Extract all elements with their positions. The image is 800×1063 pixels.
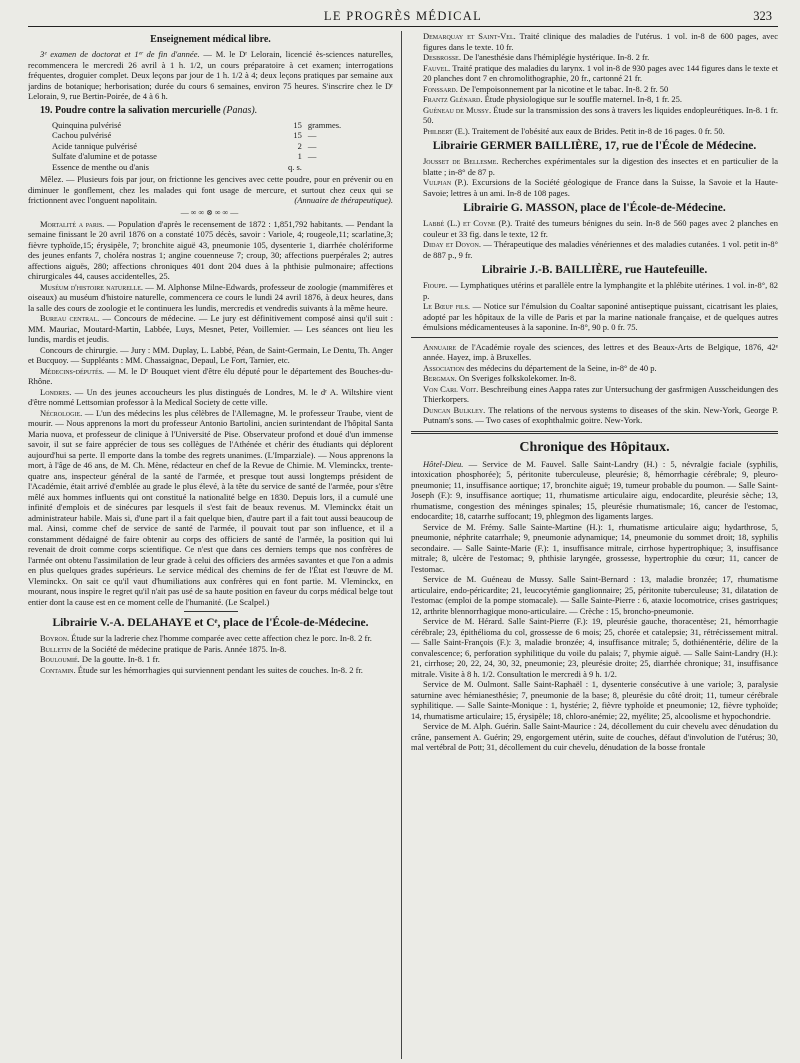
news-text: — Un des jeunes accoucheurs les plus distingués de Londres, M. le dʳ A. Wiltshire vient d'être nommé Lettsomian professor à la Medical Society de cette ville. (28, 386, 393, 407)
book-description: Traitement de l'obésité aux eaux de Brides. Petit in-8 de 16 pages. 0 fr. 50. (471, 125, 725, 136)
enseignement-paragraph (28, 49, 393, 102)
book-author: Duncan Bulkley. (423, 404, 486, 415)
book-entry (411, 384, 778, 405)
news-label: Bureau central. (40, 313, 100, 323)
news-item (28, 366, 393, 387)
formula-heading (40, 105, 393, 117)
news-text: Concours de chirurgie. — Jury : MM. Duplay, L. Labbé, Péan, de Saint-Germain, Le Dentu, Th. Anger et Bucquoy. — Suppléants : MM. Chassaignac, Depaul, Le Fort, Tarnier, etc. (28, 344, 393, 365)
book-entry (411, 126, 778, 137)
news-text: — Concours de médecine. — Le jury est définitivement composé ainsi qu'il suit : MM. Mauriac, Moutard-Martin, Labbée, Luys, Mesnet, Peter, Voillemier. — Les séances ont lieu les lundis, mardis et jeudis. (28, 313, 393, 344)
book-entry (411, 363, 778, 374)
book-author: Annuaire (423, 341, 457, 352)
news-text: — Population d'après le recensement de 1872 : 1,851,792 habitants. — Pendant la semaine finissant le 20 avril 1876 on a constaté 1075 décès, savoir : Variole, 4; rougeole,11; scarlatine,3; fièvre typhoïde,15; érysipèle, 7; bronchite aiguë 43, pneumonie 105, dysenterie 1, diarrhée cholériforme des jeunes enfants 7, choléra nostras 1; angine couenneuse 7; croup, 30; affections puerpérales 2; autres affections aiguës, 280; affections chroniques 401 dont 204 dues à la phthisie pulmonaire; affections chirurgicales 44, causes accidentelles, 25. (28, 218, 393, 281)
book-author: Jousset de Bellesme. (423, 156, 499, 166)
chronique-text: — Service de M. Fauvel. Salle Saint-Landry (H.) : 5, névralgie faciale (syphilis, intoxication phosphorée); 5, péritonite tuberculeuse, pleurésie; 8, hémorrhagie cérébrale; 9, pleuro-pneumonie; 11, insuffisance aortique; 17, bronchite aiguë; 19, tumeur probable du poumon. — Salle Saint-Joseph (F.): 9, insuffisance aortique; 11, rhumatisme articulaire aigu, endocardite, pleurésie sèche; 13, rhumatisme, congestion des méninges spinales; 15, pleurésie rhumatismale; 16, cancer de l'estomac, endocardite; 18, catarrhe suffocant; 19, phlegmon des ligaments larges. (411, 458, 778, 521)
book-author: Vulpian (P.). (423, 177, 469, 187)
book-description: Excursions de la Société géologique de France dans la Suisse, la Savoie et la Haute-Savoie; lettres à un ami. In-8 de 108 pages. (423, 177, 778, 198)
news-item (28, 345, 393, 366)
formula-row (52, 151, 366, 162)
book-author: Desbrosse. (423, 52, 461, 62)
book-entry (411, 177, 778, 198)
formula-quantity: 1 (297, 151, 302, 161)
chronique-paragraph (411, 679, 778, 721)
book-entry (411, 94, 778, 105)
book-description: The relations of the nervous systems to diseases of the skin. New-York, George P. Putnam's sons. — Two cases of exophthalmic goitre. New-York. (423, 404, 778, 425)
book-entry (411, 405, 778, 426)
book-description: — Notice sur l'émulsion du Coaltar saponiné antiseptique puissant, cicatrisant les plaies, adopté par les hôpitaux de la ville de Paris et par la marine nationale française, et de quelques autres émulsions médicamenteuses à la saponine. In-8°, 90 p. 0 fr. 75. (423, 301, 778, 332)
jb-title: Librairie J.-B. BAILLIÈRE, rue Hautefeuille. (481, 264, 708, 276)
book-author: Demarquay et Saint-Vel. (423, 31, 516, 41)
section-divider (184, 611, 238, 612)
formula-ingredient: Essence de menthe ou d'anis (52, 161, 149, 172)
formula-unit: — (307, 151, 317, 161)
chronique-body (411, 459, 778, 753)
formula-row (52, 141, 366, 152)
two-column-body (28, 31, 778, 1059)
enseignement-text: — M. le Dʳ Lelorain, licencié ès-sciences naturelles, recommencera le mercredi 26 avril à 1 h. 1/2, un cours préparatoire à cet examen; interrogations fréquentes, droguier complet. Deux leçons par jour de 1 h. 1/2 à 4; deux leçons pratiques par semaine aux jardins de botanique; herborisation; durée du cours 6 semaines, environ 75 heures. S'inscrire chez le Dʳ Lelorain, 9, rue Bertin-Poirée, de 4 à 6 h. (28, 49, 394, 101)
book-description: Beschreibung eines Aappa rates zur Untersuchung der gasfrmigen Ausscheidungen des Thierkorpers. (423, 383, 778, 404)
enseignement-lead: 3ᵉ examen de doctorat et 1ᵉʳ de fin d'année. (40, 49, 200, 59)
book-entry (411, 52, 778, 63)
formula-quantity: 15 (293, 130, 302, 140)
running-head (28, 6, 778, 27)
news-text: — M. Alphonse Milne-Edwards, professeur de zoologie (mammifères et oiseaux) au muséum d'histoire naturelle, commencera ce cours le lundi 24 avril 1876, à deux heures, dans la salle des cours de zoologie et le continuera les lundis, mercredis et vendredis suivants à la même heure. (28, 281, 393, 313)
masson-title: Librairie G. MASSON, place de l'École-de-Médecine. (463, 202, 726, 214)
news-item (28, 313, 393, 345)
book-author: Fonssard. (423, 83, 458, 94)
news-item (28, 282, 393, 314)
book-author: Bulletin (40, 643, 71, 654)
book-description: des médecins du département de la Seine, in-8° de 40 p. (466, 362, 657, 373)
formula-unit (308, 162, 366, 173)
formula-title: 19. Poudre contre la salivation mercurielle (40, 104, 221, 116)
section-divider (411, 337, 778, 338)
formula-ingredient: Acide tannique pulvérisé (52, 140, 137, 151)
news-label: Muséum d'histoire naturelle. (40, 281, 143, 292)
book-entry (411, 218, 778, 239)
chronique-paragraph (411, 616, 778, 679)
chronique-text: Service de M. Guéneau de Mussy. Salle Saint-Bernard : 13, maladie bronzée; 17, rhumatisme articulaire, endo-péricardite; 21, leucocytémie ganglionnaire; 25, péritonite tuberculeuse; 31, dilatation de l'estomac (emploi de la pompe stomacale). — Salle Sainte-Pierre : 6, ataxie locomotrice, crises gastriques; 12, arthrite blennorrhagique mono-articulaire. — Crèche : 15, broncho-pneumonie. (411, 574, 778, 616)
book-description: Étude sur la transmission des sons à travers les liquides endopleurétiques. In-8. 1 fr. 50. (423, 104, 778, 125)
delahaye-book-list (28, 633, 393, 675)
masson-book-list (411, 218, 778, 260)
formula-ingredient: Cachou pulvérisé (52, 130, 112, 140)
book-description: — Thérapeutique des maladies vénériennes et des maladies cutanées. 1 vol. petit in-8° de 887 p., 9 fr. (423, 239, 778, 260)
right-column (401, 31, 778, 1059)
book-description: De l'empoisonnement par la nicotine et le tabac. In-8. 2 fr. 50 (460, 83, 669, 94)
news-text: — L'un des médecins les plus célèbres de l'Allemagne, M. le professeur Traube, vient de mourir. — Nous apprenons la mort du professeur Antonio Bartolini, ancien surintendant de l'hôpital Santa Maria nuova, et professeur de clinique à l'Université de Pise. Observateur profond et doué d'un immense savoir, il sut se faire apprécier de tous ses collègues de l'Athénée et chérir des étudiants qui déplorent aujourd'hui sa perte. Il emporte dans la tombe des regrets unanimes. (L'Imparziale). — Nous apprenons la mort, à l'âge de 46 ans, de M. Ch. Mène, rédacteur en chef de la Revue de Chimie. M. Vleminckx, trente-quatre ans, inspecteur général de la santé de l'armée, et presque tout aussi longtemps président de l'Académie, était arrivé d'emblée au grade le plus élevé, à la tête du service de santé de l'armée, pour s'être mêlé aux hommes influents qui ont constitué la nationalité belge en 1830. Depuis lors, il a cumulé une infinité d'emplois et de sinécures par lesquels il s'est fait de beaux revenus. M. Vleminckx était un administrateur habile. Mais si, d'une part il a fait quelque bien, d'autre part il a fait tout aussi beaucoup de mal. Ainsi, comme chef de service de santé de l'armée, il pouvait tout par son influence, et il a constamment dédaigné de faire obtenir au corps des officiers de santé de l'armée, la position qui lui revenait de droit comme corps scientifique. Ce n'est que dans ces derniers temps que nos confrères de l'armée ont obtenu l'assimilation de leur grade à celui des officiers des armées savantes et que l'on a admis en plus quelques grades supérieurs. Le service médical des chemins de fer de l'État est l'œuvre de M. Vleminckx. On sait ce qu'il vaut d'humiliations aux confrères qui en font partie. M. Vleminckx, en mourant, nous inspire le regret qu'il n'ait pas usé de sa haute position en faveur du corps médical belge tout entier dont la cause est en ce moment celle de l'humanité. (Le Scalpel.) (28, 407, 394, 607)
book-author: Fauvel. (423, 62, 451, 73)
chronique-text: Service de M. Hérard. Salle Saint-Pierre (F.): 19, pleurésie gauche, thoracentèse; 21, hémorrhagie cérébrale; 23, épithélioma du col, grossesse de 6 mois; 25, chorée et catalepsie; 31, rétrécissement mitral. — Salle Saint-François (F.): 3, maladie bronzée; 4, insuffisance mitrale; 5, dothiénentérie, délire de la convalescence; 6, perforation syphilitique du voile du palais; 7, phymie aiguë. — Salle Saint-Landry (H.): 21, cirrhose; 20, 22, 24, 30, 32, pneumonie; 23, pleurésie droite; 25, diarrhée chronique; 31, insuffisance mitrale. Visite à 8 h. 1/2. Consultation le mercredi à 9 h. 1/2. (411, 616, 778, 679)
journal-title: LE PROGRÈS MÉDICAL (323, 9, 483, 23)
book-description: Traité clinique des maladies de l'utérus. 1 vol. in-8 de 600 pages, avec figures dans le texte. 10 fr. (423, 31, 778, 52)
formula-unit: — (307, 130, 317, 140)
chronique-text: Service de M. Frémy. Salle Sainte-Martine (H.): 1, rhumatisme articulaire aigu; hydarthrose, 5, pneumonie, néphrite catarrhale; 9, pneumonie adynamique; 14, pneumonie du sommet droit; 18, syphilis secondaire. — Salle Sainte-Marie (F.): 1, insuffisance mitrale, cirrhose hypertrophique; 3, insuffisance mitrale; 8, ulcère de l'estomac; 9, phthisie laryngée, grossesse, hypertrophie du cœur; 11, cancer de l'estomac. (411, 521, 778, 574)
book-author: Frantz Glénard. (423, 94, 483, 104)
formula-row (52, 162, 366, 173)
book-description: Traité pratique des maladies du larynx. 1 vol in-8 de 930 pages avec 144 figures dans le texte et 20 planches dont 7 en chromolithographie, 20 fr., cartonné 21 fr. (423, 62, 778, 83)
continued-book-list (411, 31, 778, 136)
book-description: Étude sur les hémorrhagies qui surviennent pendant les suites de couches. In-8. 2 fr. (77, 664, 363, 675)
jb-book-list (411, 280, 778, 333)
book-entry (411, 31, 778, 52)
section-divider-double (411, 431, 778, 434)
left-column (28, 31, 401, 1059)
book-entry (411, 105, 778, 126)
formula-usage: Mêlez. — Plusieurs fois par jour, on frictionne les gencives avec cette poudre, pour en prévenir ou en diminuer le gonflement, chez les malades qui font usage de mercure, et surtout chez ceux qui se frictionnent avec l'onguent napolitain. (28, 174, 393, 205)
section-ornament: —∞∞⊗∞∞— (180, 207, 241, 217)
book-author: Bouloumié. (40, 654, 80, 664)
nouvelles-list (28, 219, 393, 608)
book-author: Association (423, 362, 465, 373)
news-item (28, 408, 393, 608)
chronique-text: Service de M. Alph. Guérin. Salle Saint-Maurice : 24, décollement du cuir chevelu avec dénudation du crâne, pansement A. Guérin; 29, engorgement utérin, suite de couches, défaut d'involution de l'utérus; 30, mal vertébral de Pott; 31, décollement du cuir chevelu, dénudation de la bosse frontale (411, 721, 778, 752)
book-entry (28, 654, 393, 665)
news-label: Nécrologie. (40, 407, 83, 418)
formula-unit: — (307, 140, 317, 151)
book-description: Recherches expérimentales sur la digestion des insectes et en particulier de la blatte ; in-8° de 87 p. (423, 156, 778, 177)
book-entry (28, 633, 393, 644)
chronique-paragraph (411, 459, 778, 522)
book-description: — Lymphatiques utérins et parallèle entre la lymphangite et la phlébite utérines. 1 vol. in-8°, 82 p. (423, 280, 778, 301)
formula-usage-paragraph (28, 174, 393, 206)
book-entry (411, 63, 778, 84)
formula-source: (Panas). (223, 104, 258, 116)
book-entry (28, 644, 393, 655)
book-author: Labbé (L.) et Coyne (P.). (423, 218, 513, 228)
news-label: Médecins-députés. (40, 365, 105, 376)
formula-quantity: q. s. (287, 161, 302, 172)
enseignement-title: Enseignement médical libre. (150, 34, 271, 45)
news-label: Londres. (40, 386, 72, 397)
book-author: Philbert (E.). (423, 125, 470, 136)
periodical-list (411, 342, 778, 426)
book-author: Diday et Doyon. (423, 239, 481, 249)
book-author: Le Bœuf fils. (423, 301, 471, 311)
chronique-paragraph (411, 522, 778, 575)
formula-unit: grammes. (307, 119, 342, 130)
book-description: De la goutte. In-8. 1 fr. (81, 654, 160, 664)
delahaye-title: Librairie V.-A. DELAHAYE et Cᵉ, place de l'École-de-Médecine. (52, 617, 369, 629)
formula-ingredient: Sulfate d'alumine et de potasse (52, 151, 157, 161)
formula-usage-source: (Annuaire de thérapeutique). (294, 195, 393, 205)
chronique-title: Chronique des Hôpitaux. (519, 439, 670, 455)
book-author: Bergman. (423, 373, 457, 383)
news-label: Mortalité a paris. (40, 218, 105, 229)
book-entry (411, 84, 778, 95)
book-description: Traité des tumeurs bénignes du sein. In-8 de 560 pages avec 2 planches en couleur et 33 fig. dans le texte, 12 fr. (423, 218, 778, 239)
book-description: de l'Académie royale des sciences, des lettres et des Beaux-Arts de Belgique, 1876, 42ᵉ année. Hayez, imp. à Bruxelles. (423, 341, 778, 362)
chronique-paragraph (411, 721, 778, 753)
book-author: Von Carl Voit. (423, 383, 479, 394)
book-entry (411, 301, 778, 333)
book-description: De l'anesthésie dans l'hémiplégie hystérique. In-8. 2 fr. (463, 52, 650, 62)
chronique-paragraph (411, 574, 778, 616)
book-description: de la Société de médecine pratique de Paris. Année 1875. In-8. (73, 643, 287, 654)
formula-quantity: 2 (297, 140, 302, 151)
book-author: Guéneau de Mussy. (423, 104, 492, 115)
book-description: On Sveriges folkskolekomer. In-8. (458, 373, 577, 383)
book-author: Boyron. (40, 633, 70, 643)
news-item (28, 387, 393, 408)
chronique-text: Service de M. Oulmont. Salle Saint-Raphaël : 1, dysenterie consécutive à une variole; 3, paralysie saturnine avec hémianesthésie; 7, pneumonie de la base; 8, pleurésie du côté droit; 11, tumeur cérébrale syphilitique. — Salle Sainte-Monique : 1, hystérie; 2, fièvre typhoïde et pneumonie; 12, fièvre typhoïde; 14, rhumatisme articulaire; 15, érysipèle; 18, chloro-anémie; 22, myélite; 25, alcoolisme et hypochondrie. (411, 679, 778, 721)
formula-table (52, 120, 366, 173)
book-entry (411, 342, 778, 363)
book-entry (411, 239, 778, 260)
book-entry (28, 665, 393, 676)
book-entry (411, 156, 778, 177)
book-entry (411, 280, 778, 301)
germer-title: Librairie GERMER BAILLIÈRE, 17, rue de l'École de Médecine. (432, 140, 757, 152)
book-description: Étude sur la ladrerie chez l'homme comparée avec cette affection chez le porc. In-8. 2 fr. (71, 633, 372, 643)
book-author: Fioupe. (423, 280, 448, 290)
news-item (28, 219, 393, 282)
book-author: Contamin. (40, 664, 76, 675)
news-text: — M. le Dʳ Bouquet vient d'être élu député pour le département des Bouches-du-Rhône. (28, 365, 393, 386)
formula-ingredient: Quinquina pulvérisé (52, 119, 122, 130)
chronique-lead: Hôtel-Dieu. (423, 458, 464, 469)
formula-row (52, 130, 366, 141)
book-entry (411, 373, 778, 384)
page-number: 323 (753, 9, 772, 23)
formula-row (52, 120, 366, 131)
germer-book-list (411, 156, 778, 198)
formula-quantity: 15 (293, 119, 302, 130)
book-description: Étude physiologique sur le souffle maternel. In-8, 1 fr. 25. (484, 94, 683, 104)
